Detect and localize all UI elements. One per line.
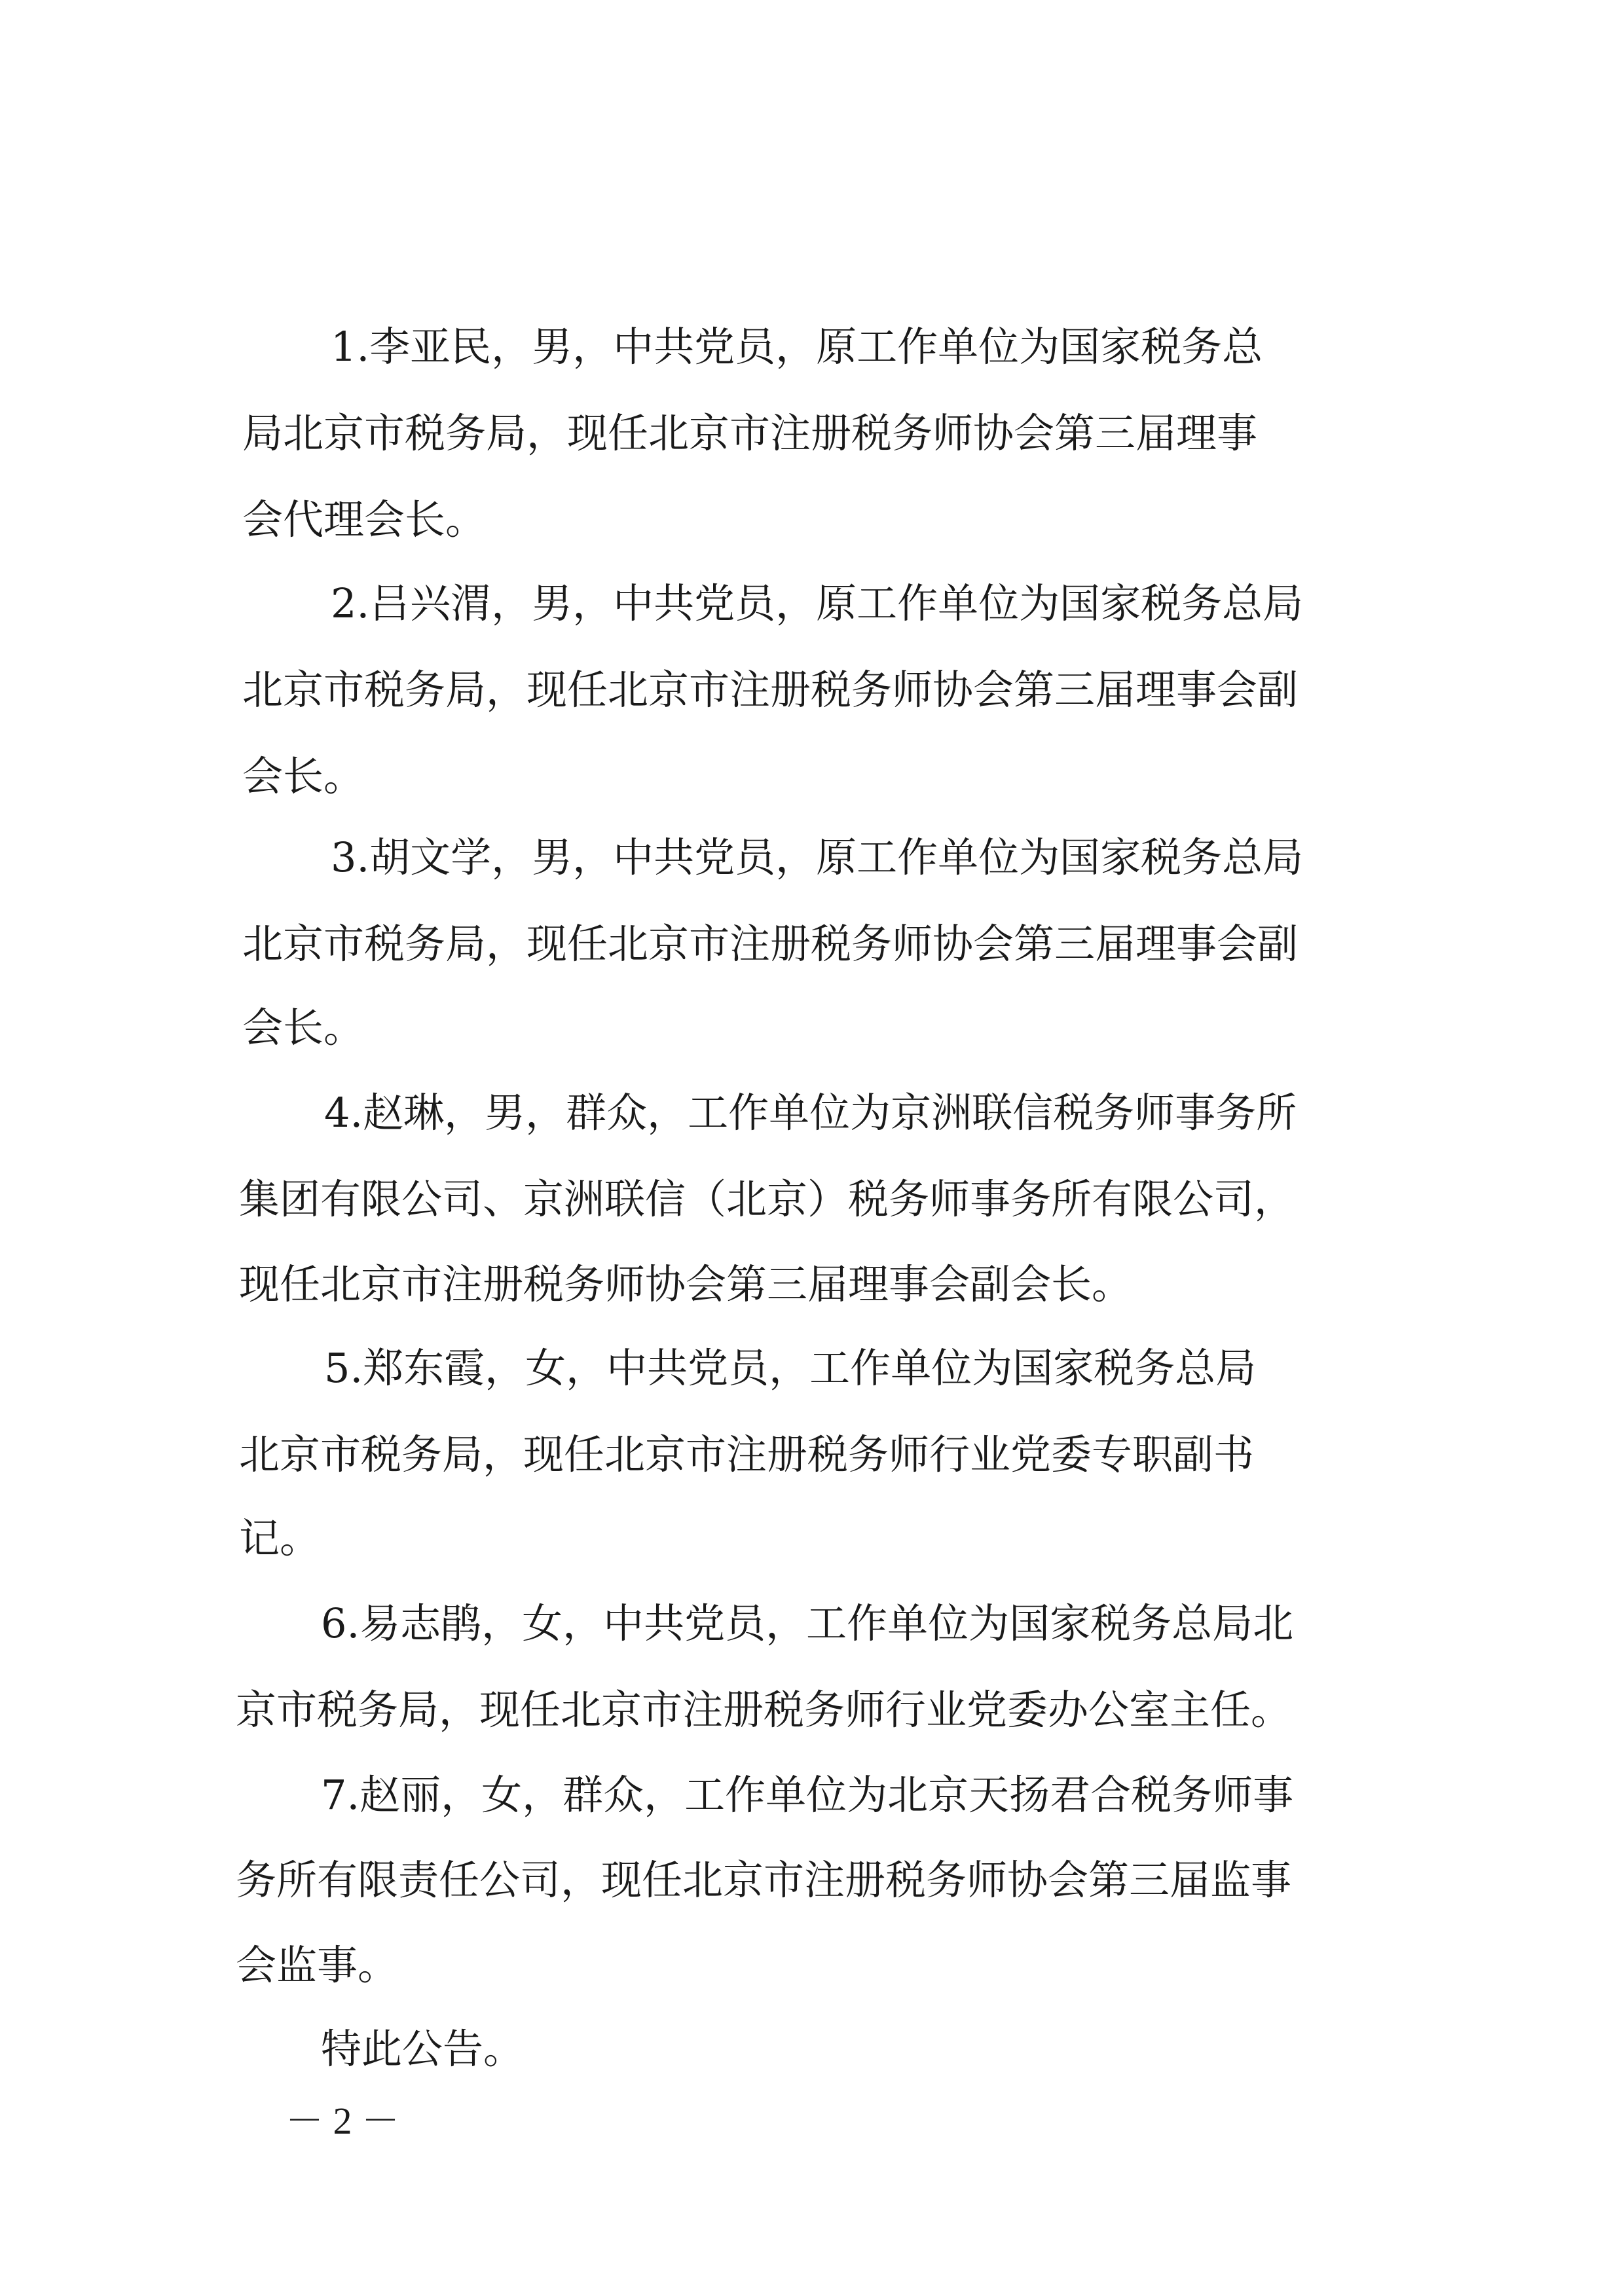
paragraph-4-line-3: 现任北京市注册税务师协会第三届理事会副会长。 xyxy=(239,1260,1133,1308)
paragraph-1-line-3: 会代理会长。 xyxy=(242,496,487,543)
paragraph-4-line-1: 4.赵琳，男，群众，工作单位为京洲联信税务师事务所 xyxy=(324,1089,1297,1137)
paragraph-4-line-2: 集团有限公司、京洲联信（北京）税务师事务所有限公司， xyxy=(239,1175,1295,1223)
paragraph-5-line-1: 5.郑东霞，女，中共党员，工作单位为国家税务总局 xyxy=(324,1344,1257,1392)
paragraph-7-line-2: 务所有限责任公司，现任北京市注册税务师协会第三届监事 xyxy=(236,1856,1292,1904)
paragraph-6-line-2: 京市税务局，现任北京市注册税务师行业党委办公室主任。 xyxy=(236,1686,1292,1734)
paragraph-2-line-1: 2.吕兴渭，男，中共党员，原工作单位为国家税务总局 xyxy=(331,579,1304,627)
paragraph-1-line-1: 1.李亚民，男，中共党员，原工作单位为国家税务总 xyxy=(331,323,1263,371)
paragraph-2-line-3: 会长。 xyxy=(242,752,365,800)
paragraph-5-line-2: 北京市税务局，现任北京市注册税务师行业党委专职副书 xyxy=(239,1430,1255,1478)
paragraph-1-line-2: 局北京市税务局，现任北京市注册税务师协会第三届理事 xyxy=(242,409,1258,457)
paragraph-7-line-3: 会监事。 xyxy=(236,1941,399,1989)
paragraph-3-line-1: 3.胡文学，男，中共党员，原工作单位为国家税务总局 xyxy=(331,833,1304,881)
paragraph-3-line-3: 会长。 xyxy=(242,1004,365,1051)
page-number: － 2 － xyxy=(286,2100,400,2142)
paragraph-6-line-1: 6.易志鹃，女，中共党员，工作单位为国家税务总局北 xyxy=(321,1599,1294,1647)
paragraph-5-line-3: 记。 xyxy=(239,1514,321,1562)
paragraph-7-line-1: 7.赵丽，女，群众，工作单位为北京天扬君合税务师事 xyxy=(321,1771,1294,1819)
paragraph-3-line-2: 北京市税务局，现任北京市注册税务师协会第三届理事会副 xyxy=(242,920,1299,968)
paragraph-2-line-2: 北京市税务局，现任北京市注册税务师协会第三届理事会副 xyxy=(242,666,1299,714)
closing-text: 特此公告。 xyxy=(321,2025,525,2073)
